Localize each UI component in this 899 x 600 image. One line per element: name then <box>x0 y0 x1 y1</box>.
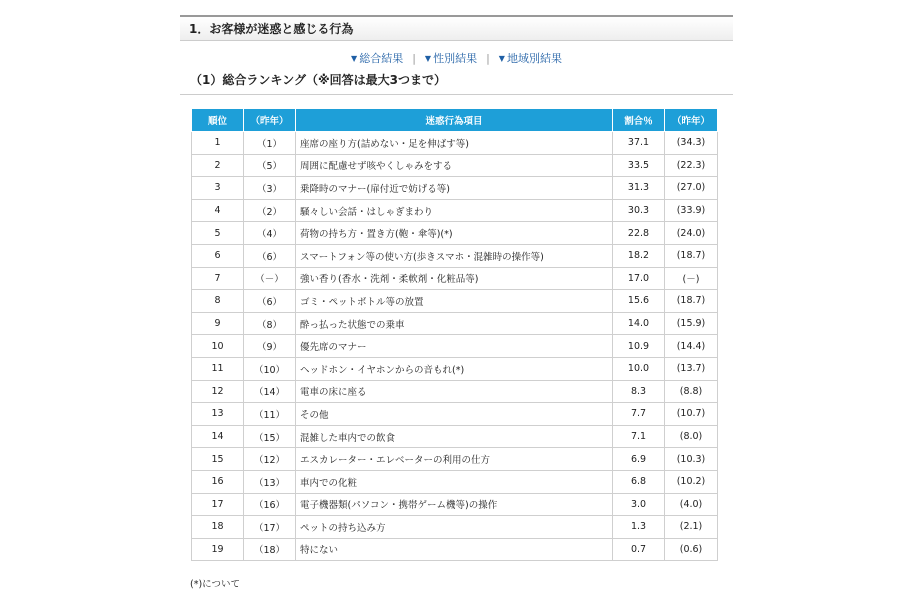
cell-item: 電車の床に座る <box>296 380 613 403</box>
cell-item: 酔っ払った状態での乗車 <box>296 312 613 335</box>
cell-percent: 37.1 <box>613 132 665 155</box>
cell-percent: 18.2 <box>613 244 665 267</box>
nav-link-label: 総合結果 <box>359 52 404 65</box>
divider <box>180 94 733 95</box>
table-row <box>192 403 718 426</box>
cell-item: 座席の座り方(詰めない・足を伸ばす等) <box>296 132 613 155</box>
cell-rank: 9 <box>192 312 244 335</box>
cell-rank: 14 <box>192 425 244 448</box>
cell-percent: 8.3 <box>613 380 665 403</box>
cell-percent: 14.0 <box>613 312 665 335</box>
table-row <box>192 357 718 380</box>
cell-prev-percent: (8.8) <box>665 380 718 403</box>
cell-prev-rank: （12） <box>244 448 296 471</box>
cell-prev-percent: (0.6) <box>665 538 718 561</box>
triangle-down-icon: ▼ <box>424 54 432 63</box>
table-header-row <box>192 109 718 132</box>
cell-prev-percent: (18.7) <box>665 290 718 313</box>
cell-prev-rank: （6） <box>244 290 296 313</box>
cell-item: ゴミ・ペットボトル等の放置 <box>296 290 613 313</box>
cell-prev-rank: （－） <box>244 267 296 290</box>
cell-item: 乗降時のマナー(扉付近で妨げる等) <box>296 177 613 200</box>
nav-link-label: 地域別結果 <box>506 52 562 65</box>
cell-percent: 33.5 <box>613 154 665 177</box>
cell-rank: 5 <box>192 222 244 245</box>
table-row <box>192 538 718 561</box>
cell-item: ペットの持ち込み方 <box>296 516 613 539</box>
cell-prev-percent: (13.7) <box>665 357 718 380</box>
cell-prev-rank: （8） <box>244 312 296 335</box>
table-row <box>192 380 718 403</box>
cell-prev-rank: （10） <box>244 357 296 380</box>
cell-prev-rank: （2） <box>244 199 296 222</box>
cell-item: 強い香り(香水・洗剤・柔軟剤・化粧品等) <box>296 267 613 290</box>
table-row <box>192 516 718 539</box>
cell-prev-percent: (33.9) <box>665 199 718 222</box>
ranking-table <box>191 108 718 561</box>
cell-rank: 13 <box>192 403 244 426</box>
cell-prev-percent: (24.0) <box>665 222 718 245</box>
triangle-down-icon: ▼ <box>351 54 358 63</box>
cell-item: 車内での化粧 <box>296 470 613 493</box>
cell-percent: 31.3 <box>613 177 665 200</box>
cell-percent: 6.8 <box>613 470 665 493</box>
cell-item: エスカレーター・エレベーターの利用の仕方 <box>296 448 613 471</box>
cell-item: 電子機器類(パソコン・携帯ゲーム機等)の操作 <box>296 493 613 516</box>
cell-item: 周囲に配慮せず咳やくしゃみをする <box>296 154 613 177</box>
header-prev-rank: （昨年） <box>244 109 296 132</box>
cell-prev-percent: (18.7) <box>665 244 718 267</box>
cell-rank: 8 <box>192 290 244 313</box>
nav-link-label: 性別結果 <box>433 52 478 65</box>
header-rank: 順位 <box>192 109 244 132</box>
cell-prev-percent: (27.0) <box>665 177 718 200</box>
cell-prev-rank: （16） <box>244 493 296 516</box>
cell-percent: 22.8 <box>613 222 665 245</box>
cell-prev-rank: （17） <box>244 516 296 539</box>
cell-percent: 17.0 <box>613 267 665 290</box>
cell-rank: 16 <box>192 470 244 493</box>
section-title: 1．お客様が迷惑と感じる行為 <box>189 22 354 36</box>
cell-item: その他 <box>296 403 613 426</box>
nav-separator: | <box>486 52 490 65</box>
cell-percent: 3.0 <box>613 493 665 516</box>
section-header <box>180 15 733 41</box>
cell-rank: 11 <box>192 357 244 380</box>
cell-rank: 15 <box>192 448 244 471</box>
table-row <box>192 222 718 245</box>
header-percent: 割合％ <box>613 109 665 132</box>
cell-item: 特にない <box>296 538 613 561</box>
table-row <box>192 177 718 200</box>
cell-prev-percent: (－) <box>665 267 718 290</box>
nav-separator: | <box>412 52 416 65</box>
table-row <box>192 470 718 493</box>
header-prev-percent: （昨年） <box>665 109 718 132</box>
header-item: 迷惑行為項目 <box>296 109 613 132</box>
table-row <box>192 267 718 290</box>
table-body <box>192 132 718 561</box>
ranking-title: （1）総合ランキング（※回答は最大3つまで） <box>190 73 447 87</box>
cell-item: 優先席のマナー <box>296 335 613 358</box>
table-row <box>192 132 718 155</box>
cell-rank: 1 <box>192 132 244 155</box>
cell-item: 騒々しい会話・はしゃぎまわり <box>296 199 613 222</box>
table-row <box>192 244 718 267</box>
cell-prev-rank: （1） <box>244 132 296 155</box>
cell-prev-percent: (10.3) <box>665 448 718 471</box>
nav-link-overall[interactable] <box>351 50 403 66</box>
cell-prev-rank: （13） <box>244 470 296 493</box>
cell-prev-percent: (10.7) <box>665 403 718 426</box>
cell-prev-percent: (34.3) <box>665 132 718 155</box>
cell-prev-rank: （18） <box>244 538 296 561</box>
footnote-link[interactable]: (*)について <box>190 579 240 590</box>
cell-percent: 0.7 <box>613 538 665 561</box>
cell-rank: 6 <box>192 244 244 267</box>
cell-rank: 18 <box>192 516 244 539</box>
table-row <box>192 425 718 448</box>
cell-prev-percent: (4.0) <box>665 493 718 516</box>
cell-percent: 1.3 <box>613 516 665 539</box>
cell-prev-rank: （3） <box>244 177 296 200</box>
table-row <box>192 290 718 313</box>
cell-rank: 4 <box>192 199 244 222</box>
cell-prev-rank: （6） <box>244 244 296 267</box>
cell-rank: 3 <box>192 177 244 200</box>
cell-percent: 6.9 <box>613 448 665 471</box>
cell-prev-percent: (22.3) <box>665 154 718 177</box>
cell-percent: 30.3 <box>613 199 665 222</box>
cell-item: スマートフォン等の使い方(歩きスマホ・混雑時の操作等) <box>296 244 613 267</box>
nav-link-region[interactable] <box>499 50 562 66</box>
triangle-down-icon: ▼ <box>498 54 505 63</box>
nav-link-gender[interactable] <box>425 50 477 66</box>
cell-prev-rank: （4） <box>244 222 296 245</box>
cell-prev-percent: (2.1) <box>665 516 718 539</box>
cell-rank: 17 <box>192 493 244 516</box>
table-row <box>192 199 718 222</box>
cell-prev-rank: （11） <box>244 403 296 426</box>
cell-prev-percent: (10.2) <box>665 470 718 493</box>
cell-percent: 7.1 <box>613 425 665 448</box>
cell-prev-percent: (15.9) <box>665 312 718 335</box>
cell-item: ヘッドホン・イヤホンからの音もれ(*) <box>296 357 613 380</box>
cell-prev-percent: (8.0) <box>665 425 718 448</box>
result-nav <box>180 50 733 66</box>
cell-rank: 2 <box>192 154 244 177</box>
cell-rank: 19 <box>192 538 244 561</box>
cell-prev-rank: （15） <box>244 425 296 448</box>
cell-rank: 7 <box>192 267 244 290</box>
cell-percent: 15.6 <box>613 290 665 313</box>
cell-prev-rank: （9） <box>244 335 296 358</box>
cell-percent: 7.7 <box>613 403 665 426</box>
cell-prev-percent: (14.4) <box>665 335 718 358</box>
table-row <box>192 154 718 177</box>
cell-prev-rank: （14） <box>244 380 296 403</box>
table-row <box>192 448 718 471</box>
cell-rank: 10 <box>192 335 244 358</box>
cell-item: 荷物の持ち方・置き方(鞄・傘等)(*) <box>296 222 613 245</box>
cell-rank: 12 <box>192 380 244 403</box>
cell-percent: 10.9 <box>613 335 665 358</box>
table-row <box>192 335 718 358</box>
cell-prev-rank: （5） <box>244 154 296 177</box>
table-row <box>192 312 718 335</box>
table-row <box>192 493 718 516</box>
cell-percent: 10.0 <box>613 357 665 380</box>
cell-item: 混雑した車内での飲食 <box>296 425 613 448</box>
